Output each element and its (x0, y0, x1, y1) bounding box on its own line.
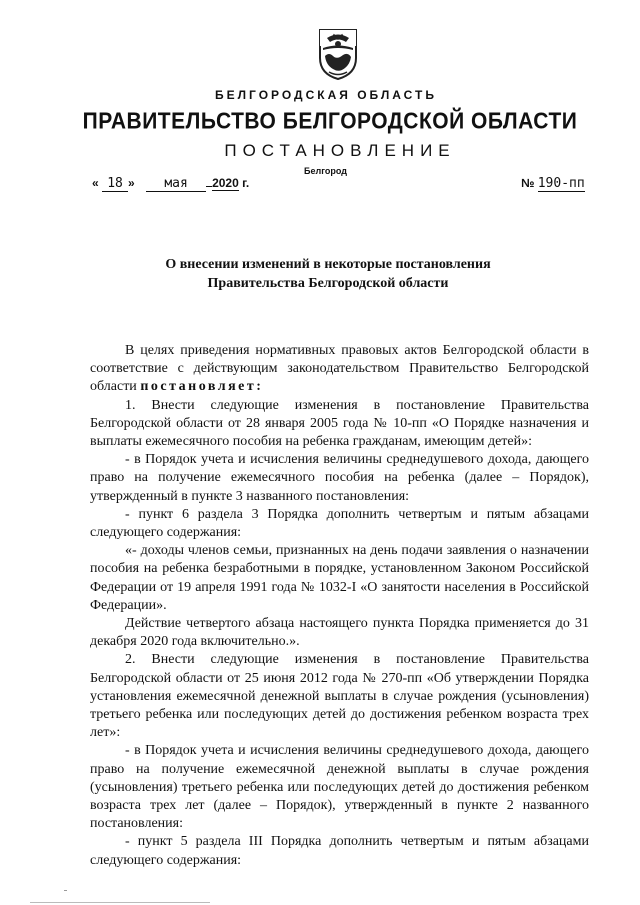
paragraph: - пункт 6 раздела 3 Порядка дополнить четвертым и пятым абзацами следующего содержания: (90, 506, 589, 541)
title-line-2: Правительства Белгородской области (207, 276, 449, 291)
date-year: 2020 (212, 176, 239, 190)
scan-edge-line (30, 902, 210, 903)
scan-mark (64, 890, 67, 891)
date-close-quote: » (128, 176, 135, 190)
paragraph-preamble (90, 342, 589, 397)
paragraph: Действие четвертого абзаца настоящего пункта Порядка применяется до 31 декабря 2020 года включительно.». (90, 616, 589, 650)
paragraph: «- доходы членов семьи, признанных на день подачи заявления о назначении пособия на ребенка безработными в порядке, установленном Законом Российской Федерации от 19 апреля 1991 года № 1032-I «О занятости населения в Российской Федерации». (90, 543, 589, 613)
paragraph: 2. Внести следующие изменения в постановление Правительства Белгородской области от 25 июня 2012 года № 270-пп «Об утверждении Порядка установления ежемесячной денежной выплаты в случае рождения (усыновления) третьего ребенка или последующих детей до достижения ребенком возраста трех лет»: (90, 652, 589, 741)
number-value: 190-пп (537, 176, 585, 191)
paragraph: - пункт 5 раздела III Порядка дополнить четвертым и пятым абзацами следующего содержания: (90, 834, 589, 868)
date-year-suffix: г. (242, 176, 250, 190)
date-open-quote: « (92, 176, 99, 190)
document-type: ПОСТАНОВЛЕНИЕ (224, 141, 456, 160)
region-name: БЕЛГОРОДСКАЯ ОБЛАСТЬ (215, 88, 437, 102)
government-name: ПРАВИТЕЛЬСТВО БЕЛГОРОДСКОЙ ОБЛАСТИ (82, 108, 578, 135)
preamble-text: В целях приведения нормативных правовых актов Белгородской области в соответствие с действующим законодательством Правительство Белгородской области (90, 343, 589, 395)
preamble-resolves: постановляет: (140, 379, 264, 395)
document-body (90, 342, 589, 870)
date-day: 18 (102, 176, 128, 192)
paragraph: - в Порядок учета и исчисления величины среднедушевого дохода, дающего право на получение ежемесячной денежной выплаты в случае рождения (усыновления) третьего ребенка или последующих детей до достижения ребенком возраста трех лет (далее – Порядок), утвержденный в пункте 2 названного постановления: (90, 743, 589, 832)
paragraph: - в Порядок учета и исчисления величины среднедушевого дохода, дающего право на получение ежемесячного пособия на ребенка (далее – Порядок), утвержденный в пункте 3 названного постановления: (90, 452, 589, 504)
document-title (0, 255, 640, 293)
title-line-1: О внесении изменений в некоторые постановления (165, 257, 491, 272)
paragraph: 1. Внести следующие изменения в постановление Правительства Белгородской области от 28 января 2005 года № 10-пп «О Порядке назначения и выплаты ежемесячного пособия на ребенка гражданам, имеющим детей»: (90, 397, 589, 450)
number-prefix: № (521, 176, 535, 190)
document-number (521, 176, 585, 191)
date-month: мая (146, 176, 206, 192)
city-name: Белгород (304, 166, 347, 176)
coat-of-arms-emblem-icon (317, 28, 359, 80)
document-date (92, 176, 249, 192)
